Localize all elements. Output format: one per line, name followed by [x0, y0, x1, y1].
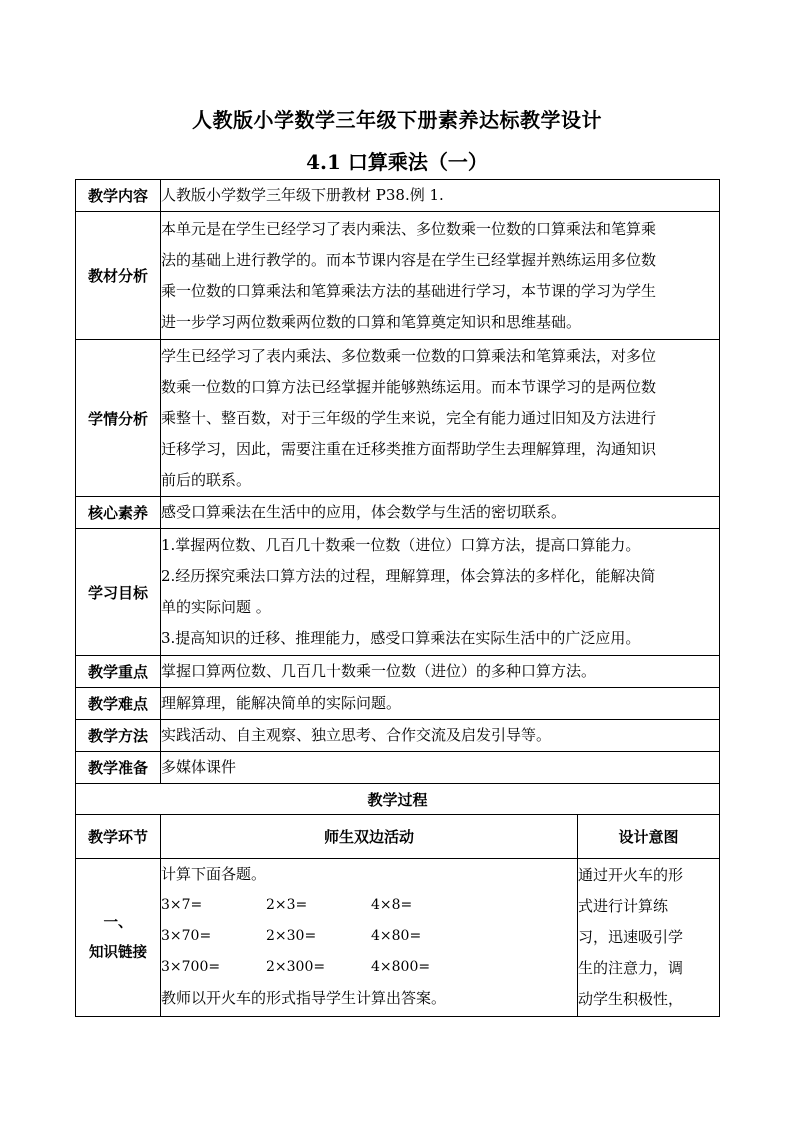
text-line: 前后的联系。	[161, 470, 252, 489]
value-student-analysis	[161, 340, 720, 497]
value-core-literacy: 感受口算乘法在生活中的应用，体会数学与生活的密切联系。	[161, 497, 720, 529]
value-key-point: 掌握口算两位数、几百几十数乘一位数（进位）的多种口算方法。	[161, 656, 720, 688]
calc-row	[161, 890, 577, 921]
intent-line: 习，迅速吸引学	[578, 928, 684, 946]
text-line: 数乘一位数的口算方法已经掌握并能够熟练运用。而本节课学习的是两位数	[161, 377, 657, 396]
process-heading: 教学过程	[76, 784, 720, 815]
stage-1-activity	[161, 859, 578, 1017]
label-core-literacy: 核心素养	[76, 497, 161, 529]
row-difficulty	[76, 688, 720, 720]
calc-item: 3×7=	[161, 897, 203, 913]
intent-line: 式进行计算练	[578, 897, 669, 915]
label-teaching-content: 教学内容	[76, 180, 161, 212]
intent-line: 动学生积极性，	[578, 990, 684, 1008]
lesson-title: 4.1 口算乘法（一）	[306, 150, 488, 174]
row-process-heading	[76, 784, 720, 815]
text-line: 2.经历探究乘法口算方法的过程，理解算理，体会算法的多样化，能解决简	[161, 567, 656, 585]
row-core-literacy	[76, 497, 720, 529]
label-learning-goals: 学习目标	[76, 529, 161, 656]
lesson-plan-table	[75, 179, 720, 1017]
text-line: 单的实际问题 。	[161, 598, 271, 616]
row-student-analysis	[76, 340, 720, 497]
value-learning-goals	[161, 529, 720, 656]
row-key-point	[76, 656, 720, 688]
value-material-analysis	[161, 212, 720, 340]
stage-number: 一、	[103, 913, 133, 931]
calc-item: 3×700=	[161, 959, 221, 975]
row-material-analysis	[76, 212, 720, 340]
row-teaching-content	[76, 180, 720, 212]
text-line: 学生已经学习了表内乘法、多位数乘一位数的口算乘法和笔算乘法，对多位	[161, 346, 657, 365]
label-material-analysis: 教材分析	[76, 212, 161, 340]
intent-line: 生的注意力，调	[578, 959, 684, 977]
text-line: 1.掌握两位数、几百几十数乘一位数（进位）口算方法，提高口算能力。	[161, 536, 641, 554]
label-preparation: 教学准备	[76, 752, 161, 784]
calc-item: 2×30=	[266, 928, 317, 944]
value-difficulty: 理解算理，能解决简单的实际问题。	[161, 688, 720, 720]
intent-line: 通过开火车的形	[578, 866, 684, 884]
stage-1-intent	[578, 859, 720, 1017]
col-header-activity: 师生双边活动	[161, 815, 578, 859]
text-line: 法的基础上进行教学的。而本节课内容是在学生已经掌握并熟练运用多位数	[161, 250, 657, 269]
calc-row	[161, 952, 577, 983]
calc-item: 4×800=	[371, 959, 431, 975]
calc-item: 2×3=	[266, 897, 308, 913]
text-line: 本单元是在学生已经学习了表内乘法、多位数乘一位数的口算乘法和笔算乘	[161, 219, 657, 238]
text-line: 乘一位数的口算乘法和笔算乘法方法的基础进行学习，本节课的学习为学生	[161, 281, 657, 300]
label-method: 教学方法	[76, 720, 161, 752]
row-learning-goals	[76, 529, 720, 656]
calc-item: 4×80=	[371, 928, 422, 944]
text-line: 迁移学习，因此，需要注重在迁移类推方面帮助学生去理解算理，沟通知识	[161, 439, 657, 458]
stage-name: 知识链接	[89, 943, 147, 961]
text-line: 3.提高知识的迁移、推理能力，感受口算乘法在实际生活中的广泛应用。	[161, 629, 641, 647]
stage-1-label	[76, 859, 161, 1017]
col-header-stage: 教学环节	[76, 815, 161, 859]
col-header-intent: 设计意图	[578, 815, 720, 859]
value-preparation: 多媒体课件	[161, 752, 720, 784]
activity-intro: 计算下面各题。	[161, 865, 267, 883]
label-student-analysis: 学情分析	[76, 340, 161, 497]
row-process-columns	[76, 815, 720, 859]
value-method: 实践活动、自主观察、独立思考、合作交流及启发引导等。	[161, 720, 720, 752]
calc-item: 4×8=	[371, 897, 413, 913]
row-stage-1	[76, 859, 720, 1017]
label-difficulty: 教学难点	[76, 688, 161, 720]
calc-item: 3×70=	[161, 928, 212, 944]
row-preparation	[76, 752, 720, 784]
document-title: 人教版小学数学三年级下册素养达标教学设计	[192, 108, 602, 132]
text-line: 乘整十、整百数，对于三年级的学生来说，完全有能力通过旧知及方法进行	[161, 408, 657, 427]
activity-closing: 教师以开火车的形式指导学生计算出答案。	[161, 989, 447, 1007]
row-method	[76, 720, 720, 752]
text-line: 进一步学习两位数乘两位数的口算和笔算奠定知识和思维基础。	[161, 312, 582, 331]
calc-row	[161, 921, 577, 952]
value-teaching-content: 人教版小学数学三年级下册教材 P38.例 1.	[161, 180, 720, 212]
calc-item: 2×300=	[266, 959, 326, 975]
label-key-point: 教学重点	[76, 656, 161, 688]
